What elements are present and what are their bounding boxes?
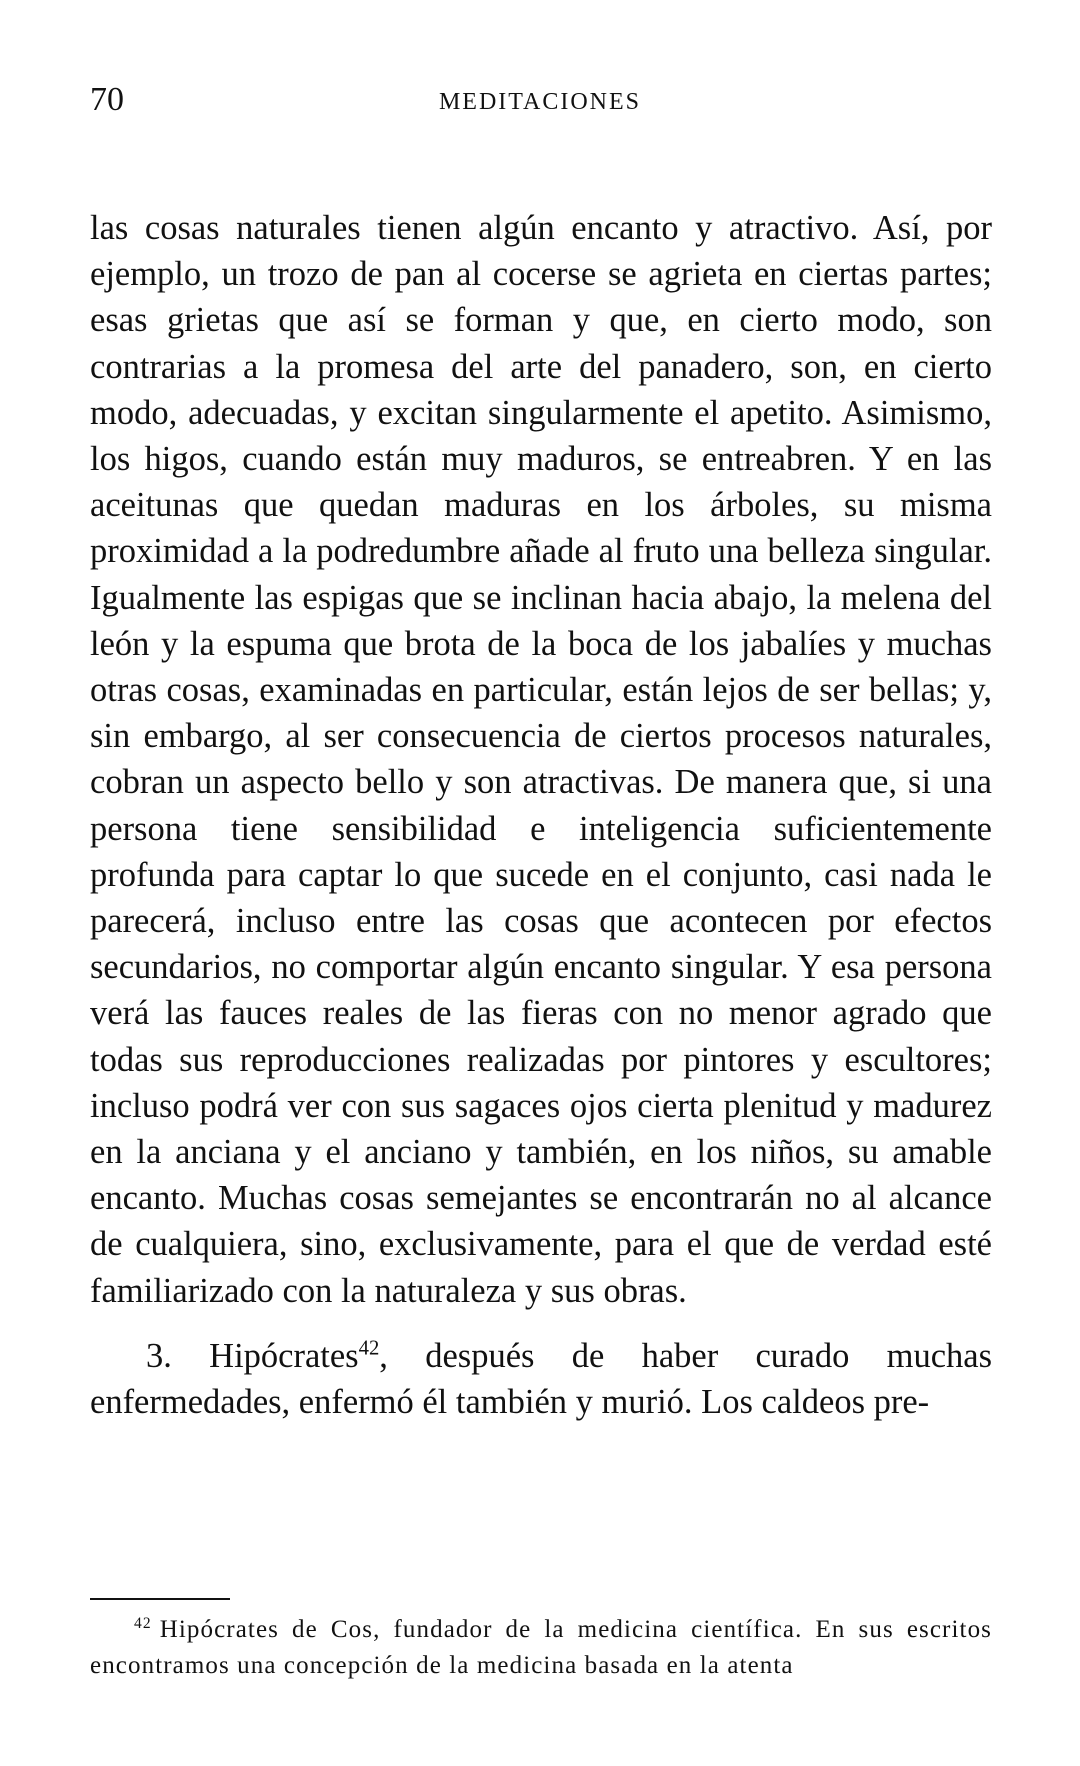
page-header bbox=[90, 80, 990, 120]
footnote bbox=[90, 1612, 992, 1684]
paragraph-2-rest: , después de haber curado muchas enfermedades, enfermó él también y murió. Los caldeos pre- bbox=[90, 1336, 992, 1422]
paragraph-2 bbox=[90, 1333, 992, 1425]
body-text bbox=[90, 205, 992, 1425]
footnote-number: 42 bbox=[134, 1614, 152, 1632]
footnote-text: Hipócrates de Cos, fundador de la medicina científica. En sus escritos encontramos una concepción de la medicina basada en la atenta bbox=[90, 1616, 992, 1679]
footnote-divider bbox=[90, 1598, 230, 1600]
running-head: MEDITACIONES bbox=[438, 89, 642, 115]
paragraph-1: las cosas naturales tienen algún encanto y atractivo. Así, por ejemplo, un trozo de pan al cocerse se agrieta en ciertas partes; esas grietas que así se forman y que, en cierto modo, son contrarias a la promesa del arte del panadero, son, en cierto modo, adecuadas, y excitan singularmente el apetito. Asimismo, los higos, cuando están muy maduros, se entreabren. Y en las aceitunas que quedan maduras en los árboles, su misma proximidad a la podredumbre añade al fruto una belleza singular. Igualmente las espigas que se inclinan hacia abajo, la melena del león y la espuma que brota de la boca de los jabalíes y muchas otras cosas, examinadas en particular, están lejos de ser bellas; y, sin embargo, al ser consecuencia de ciertos procesos naturales, cobran un aspecto bello y son atractivas. De manera que, si una persona tiene sensibilidad e inteligencia suficientemente profunda para captar lo que sucede en el conjunto, casi nada le parecerá, incluso entre las cosas que acontecen por efectos secundarios, no comportar algún encanto singular. Y esa persona verá las fauces reales de las fieras con no menor agrado que todas sus reproducciones realizadas por pintores y escultores; incluso podrá ver con sus sagaces ojos cierta plenitud y madurez en la anciana y el anciano y también, en los niños, su amable encanto. Muchas cosas semejantes se encontrarán no al alcance de cualquiera, sino, exclusivamente, para el que de verdad esté familiarizado con la naturaleza y sus obras. bbox=[90, 209, 992, 1310]
footnote-reference: 42 bbox=[358, 1337, 380, 1360]
paragraph-2-start: 3. Hipócrates bbox=[146, 1336, 359, 1375]
page-number: 70 bbox=[90, 81, 124, 118]
